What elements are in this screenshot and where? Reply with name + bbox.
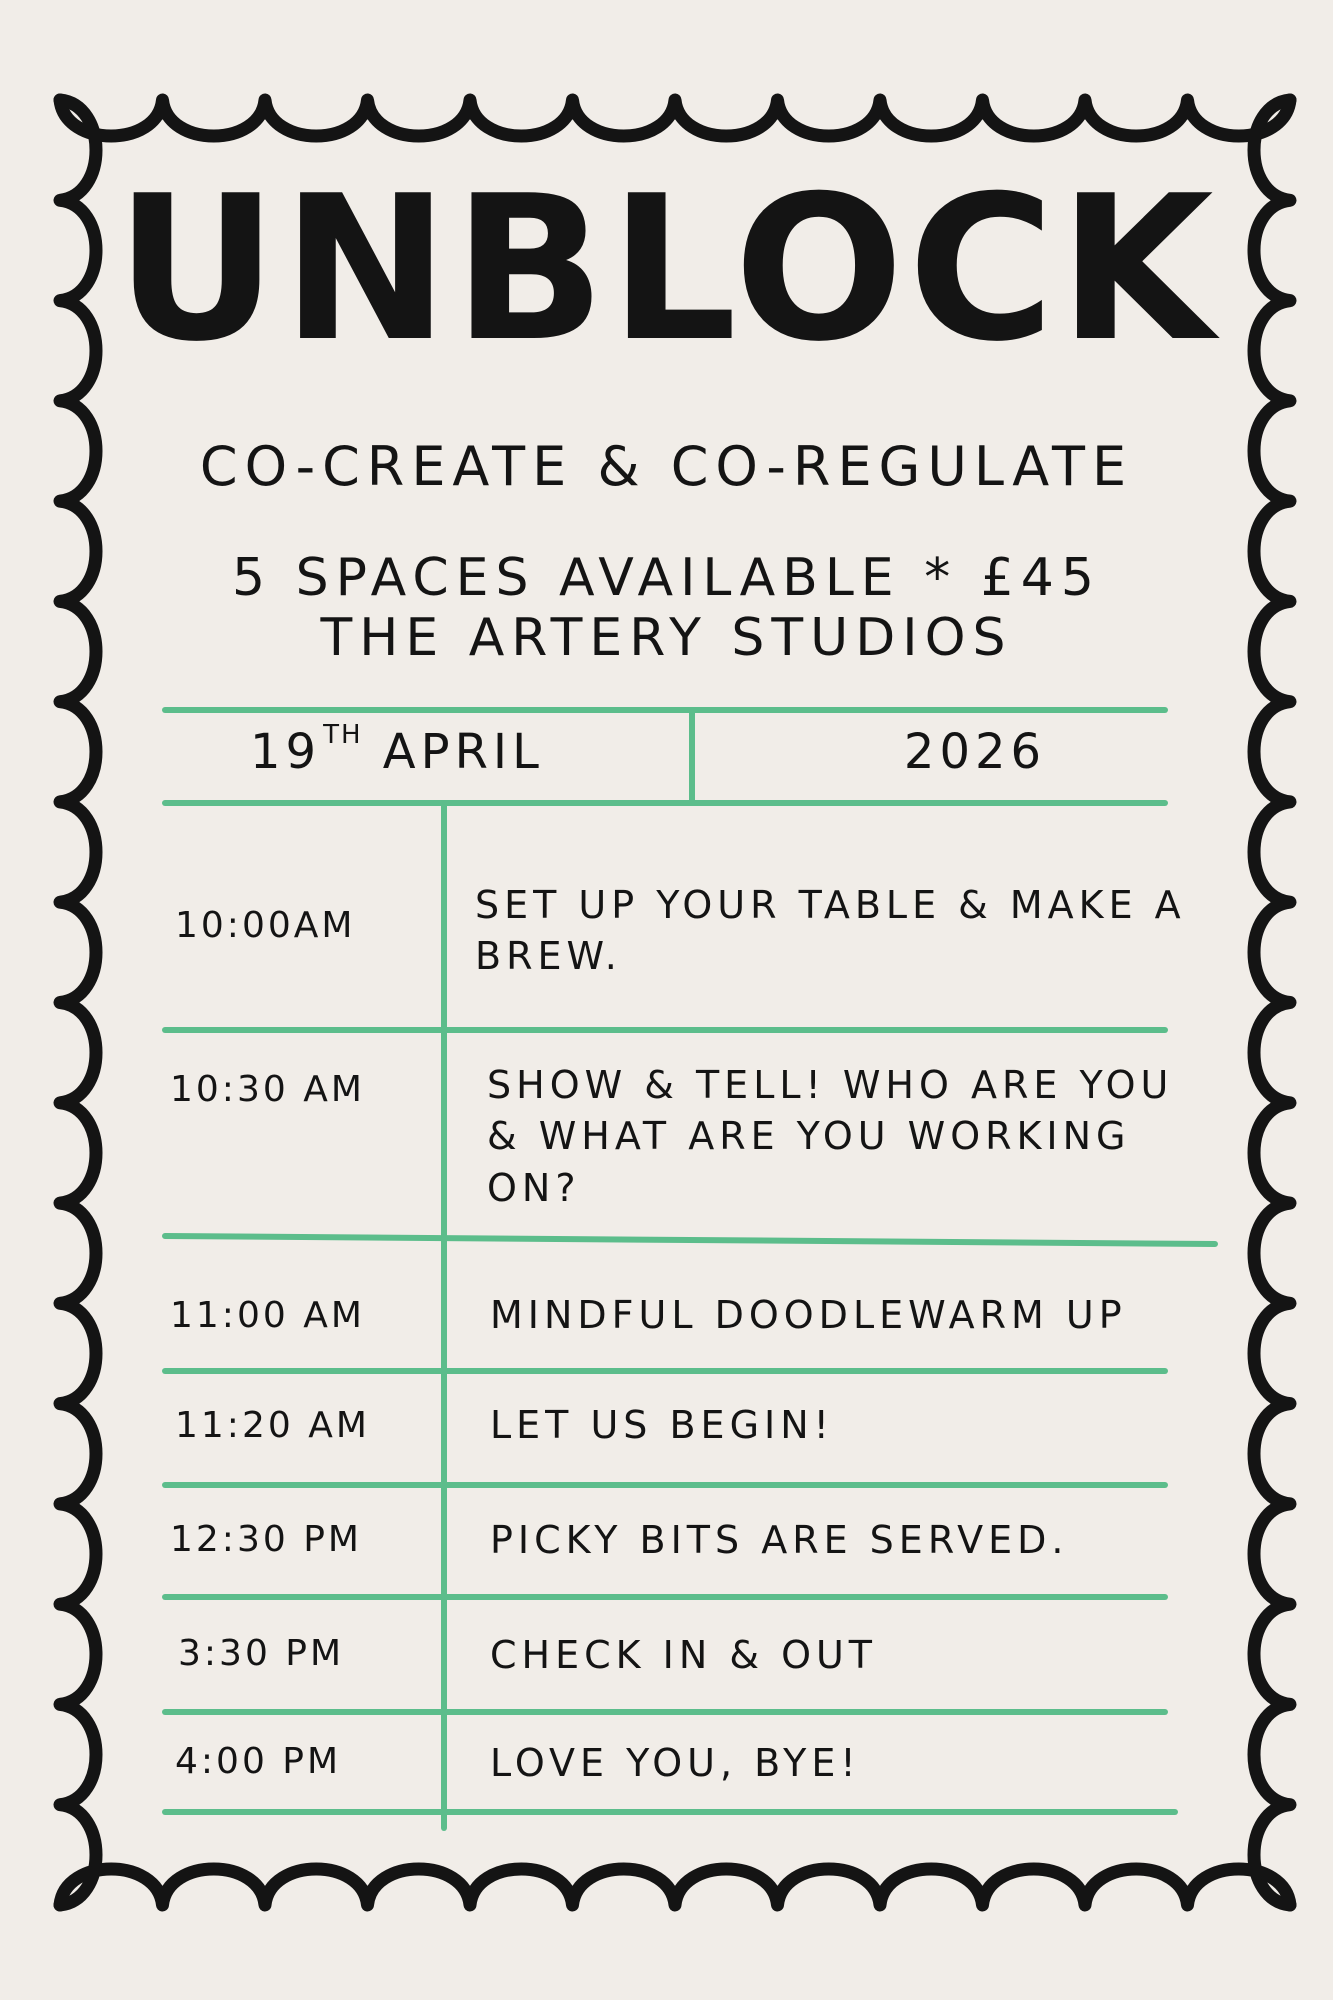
scallop-edge [60,100,96,1905]
date-month: APRIL [382,724,544,780]
event-subtitle: CO-CREATE & CO-REGULATE [199,435,1134,498]
row-divider [165,1236,1215,1244]
schedule-time: 4:00 PM [175,1741,342,1782]
scallop-edge [60,1869,1290,1905]
schedule-activity: SHOW & TELL! WHO ARE YOU & WHAT ARE YOU WORKING ON? [487,1063,1174,1210]
spaces-and-price: 5 SPACES AVAILABLE * £45 [232,548,1101,608]
schedule-activity: SET UP YOUR TABLE & MAKE A BREW. [475,883,1186,979]
schedule-activity: CHECK IN & OUT [490,1633,878,1677]
schedule-activity: MINDFUL DOODLEWARM UP [490,1293,1127,1337]
venue: THE ARTERY STUDIOS [320,608,1013,668]
schedule-time: 10:00AM [175,905,356,946]
event-title: UNBLOCK [115,153,1218,386]
schedule-activity: LOVE YOU, BYE! [490,1741,861,1785]
date-day: 19 [250,724,322,780]
schedule-time: 3:30 PM [178,1633,345,1674]
schedule-time: 10:30 AM [170,1069,365,1110]
schedule-activity: PICKY BITS ARE SERVED. [490,1518,1069,1562]
schedule-time: 11:20 AM [175,1405,370,1446]
schedule-time: 11:00 AM [170,1295,365,1336]
date-suffix: TH [323,720,363,750]
schedule-time: 12:30 PM [170,1519,362,1560]
schedule-activity: LET US BEGIN! [490,1403,834,1447]
scallop-edge [60,100,1290,136]
event-year: 2026 [903,724,1047,780]
scallop-edge [1254,100,1290,1905]
event-date [250,720,544,780]
